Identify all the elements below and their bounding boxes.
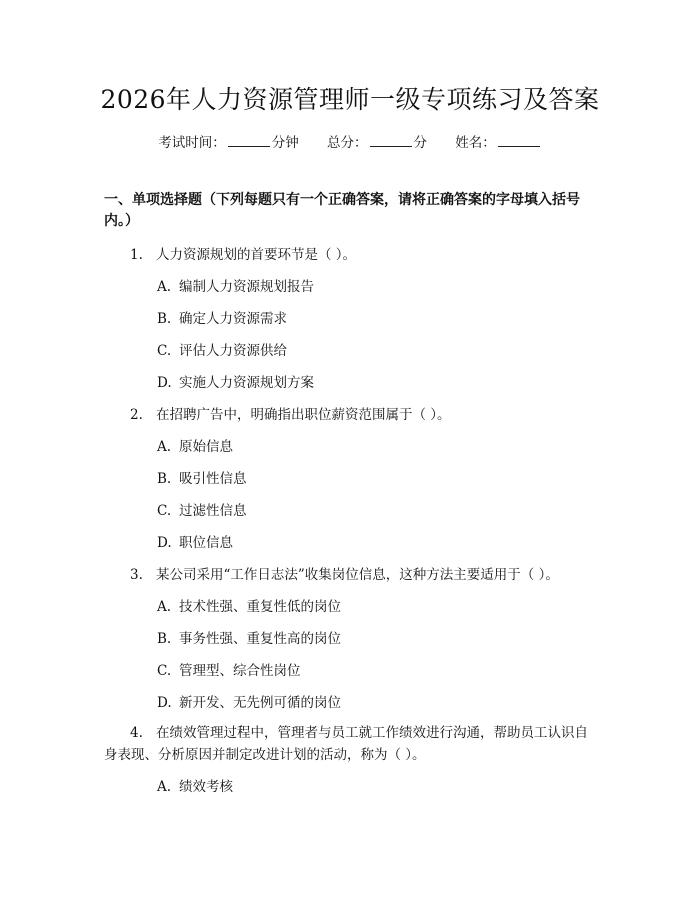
option-letter: D.	[157, 535, 172, 551]
option-text: 确定人力资源需求	[179, 311, 287, 327]
option-1a	[157, 275, 314, 295]
option-text: 过滤性信息	[179, 503, 247, 519]
question-2	[130, 403, 451, 423]
option-text: 绩效考核	[179, 779, 233, 795]
option-letter: D.	[157, 375, 172, 391]
option-4a	[157, 775, 233, 795]
score-label: 总分：	[327, 135, 368, 151]
option-letter: B.	[157, 631, 172, 647]
option-letter: D.	[157, 695, 172, 711]
name-blank	[498, 134, 540, 147]
option-2d	[157, 531, 233, 551]
option-text: 原始信息	[179, 439, 233, 455]
question-1	[130, 243, 356, 263]
option-1d	[157, 371, 314, 391]
question-text: 某公司采用“工作日志法”收集岗位信息，这种方法主要适用于（ ）。	[156, 567, 559, 583]
option-letter: C.	[157, 343, 172, 359]
option-text: 技术性强、重复性低的岗位	[179, 599, 341, 615]
time-unit: 分钟	[271, 135, 299, 151]
option-letter: C.	[157, 503, 172, 519]
student-name	[455, 131, 542, 151]
option-text: 管理型、综合性岗位	[179, 663, 301, 679]
time-label: 考试时间：	[158, 135, 226, 151]
option-1c	[157, 339, 287, 359]
exam-meta	[0, 131, 700, 151]
option-3c	[157, 659, 301, 679]
option-1b	[157, 307, 287, 327]
score-unit: 分	[413, 135, 427, 151]
question-text: 在招聘广告中，明确指出职位薪资范围属于（ ）。	[156, 407, 451, 423]
option-letter: B.	[157, 471, 172, 487]
option-letter: C.	[157, 663, 172, 679]
option-text: 评估人力资源供给	[179, 343, 287, 359]
name-label: 姓名：	[455, 135, 496, 151]
option-letter: B.	[157, 311, 172, 327]
option-letter: A.	[157, 779, 172, 795]
page-title: 2026年人力资源管理师一级专项练习及答案	[100, 85, 600, 114]
question-3	[130, 563, 559, 583]
option-3b	[157, 627, 341, 647]
time-blank	[228, 134, 270, 147]
option-text: 新开发、无先例可循的岗位	[179, 695, 341, 711]
option-text: 编制人力资源规划报告	[179, 279, 314, 295]
question-4	[104, 722, 598, 766]
option-3d	[157, 691, 341, 711]
option-text: 实施人力资源规划方案	[179, 375, 314, 391]
option-text: 职位信息	[179, 535, 233, 551]
option-letter: A.	[157, 439, 172, 455]
question-number: 4.	[130, 725, 143, 741]
option-2c	[157, 499, 247, 519]
question-number: 1.	[130, 247, 143, 263]
question-number: 3.	[130, 567, 143, 583]
option-text: 事务性强、重复性高的岗位	[179, 631, 341, 647]
question-number: 2.	[130, 407, 143, 423]
score-blank	[370, 134, 412, 147]
option-letter: A.	[157, 279, 172, 295]
option-2b	[157, 467, 247, 487]
option-2a	[157, 435, 233, 455]
option-3a	[157, 595, 341, 615]
option-text: 吸引性信息	[179, 471, 247, 487]
exam-time	[158, 131, 299, 151]
option-letter: A.	[157, 599, 172, 615]
total-score	[327, 131, 427, 151]
question-text: 人力资源规划的首要环节是（ ）。	[156, 247, 357, 263]
section-heading: 一、单项选择题（下列每题只有一个正确答案，请将正确答案的字母填入括号内。）	[104, 192, 580, 229]
question-text: 在绩效管理过程中，管理者与员工就工作绩效进行沟通，帮助员工认识自身表现、分析原因并制定改进计划的活动，称为（ ）。	[104, 725, 588, 763]
